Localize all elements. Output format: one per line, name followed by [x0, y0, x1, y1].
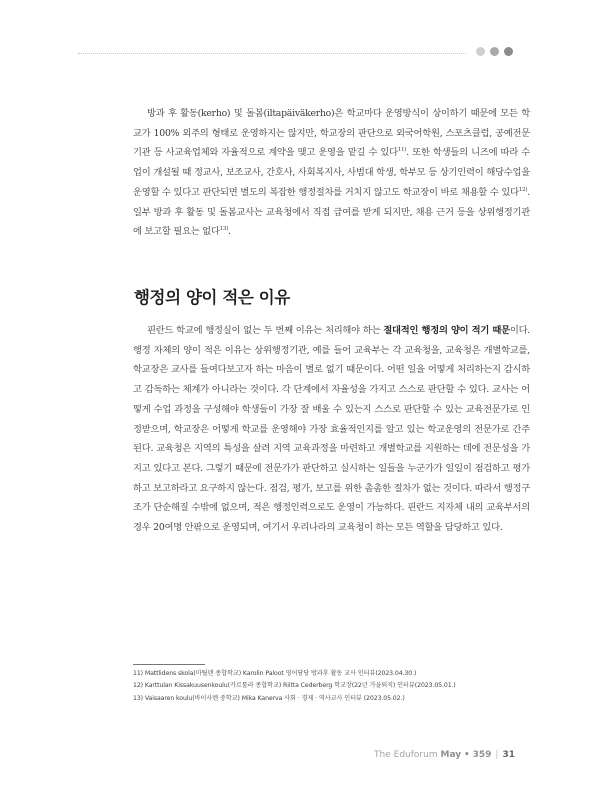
emphasis-text: 절대적인 행정의 양이 적기 때문: [383, 325, 510, 336]
issue-month: May: [440, 750, 462, 760]
footer-divider: |: [495, 750, 499, 760]
footnote-ref-11[interactable]: 11): [397, 147, 407, 154]
footnote-11: 11) Mattlidens skola(마틸덴 종합학교) Karolin Paloot 영어담당 방과후 활동 교사 인터뷰(2023.04.30.): [133, 670, 417, 677]
footnote-divider: [133, 664, 205, 665]
body-paragraph-2: 핀란드 학교에 행정실이 없는 두 번째 이유는 처리해야 하는 절대적인 행정의 양이 적기 때문이다. 행정 자체의 양이 적은 이유는 상위행정기관, 예를 들어 교육부는 각 교육청을, 교육청은 개별학교를, 학교장은 교사를 들여다보고자 하는 마음이 별로 없기 때문이다. 어떤 일을 어떻게 처리하는지 감시하고 감독하는 체계가 아니라는 것이다. 각 단계에서 자율성을 가지고 스스로 판단할 수 있다. 교사는 어떻게 수업 과정을 구성해야 학생들이 가장 잘 배울 수 있는지 스스로 판단할 수 있는 교육전문가로 인정받으며, 학교장은 어떻게 학교를 운영해야 가장 효율적인지를 알고 있는 학교운영의 전문가로 간주 된다. 교육청은 지역의 특성을 살려 지역 교육과정을 마련하고 개별학교를 지원하는 데에 전문성을 가지고 있다고 본다. 그렇기 때문에 전문가가 판단하고 실시하는 일들을 누군가가 일일이 점검하고 평가하고 보고하라고 요구하지 않는다. 점검, 평가, 보고를 위한 촘촘한 절차가 없는 것이다. 따라서 행정구조가 단순해질 수밖에 없으며, 적은 행정인력으로도 운영이 가능하다. 핀란드 지자체 내의 교육부서의 경우 20여명 안팎으로 운영되며, 여기서 우리나라의 교육청이 하는 모든 역할을 담당하고 있다.: [133, 325, 531, 534]
footnote-ref-12[interactable]: 12): [518, 186, 528, 193]
header-dots: [476, 47, 513, 56]
page-footer: [374, 750, 515, 760]
magazine-name: The Eduforum: [374, 750, 438, 760]
footnote-12: 12) Karttulan Kissakuusenkoulu(카르툴라 종합학교) Riitta Cederberg 학교장(22년 가을퇴직) 인터뷰(2023.05.01.): [133, 682, 456, 690]
page-number: 31: [502, 750, 515, 760]
footnotes: [133, 668, 553, 705]
header-dotted-rule: [78, 53, 466, 54]
header-dot-icon: [504, 47, 513, 56]
body-paragraph-1: 방과 후 활동(kerho) 및 돌봄(iltapäiväkerho)은 학교마다 운영방식이 상이하기 때문에 모든 학교가 100% 외주의 형태로 운영하지는 않지만, 학교장의 판단으로 외국어학원, 스포츠클럽, 공예전문기관 등 사교육업체와 자율적으로 계약을 맺고 운영을 맡길 수 있다$^{11)}$. 또한 학생들의 니즈에 따라 수업이 개설될 때 정교사, 보조교사, 간호사, 사회복지사, 사범대 학생, 학부모 등 상기인력이 해당수업을 운영할 수 있다고 판단되면 별도의 복잡한 행정절차를 거치지 않고도 학교장이 바로 채용할 수 있다$^{12)}$. 일부 방과 후 활동 및 돌봄교사는 교육청에서 직접 급여를 받게 되지만, 채용 근거 등을 상위행정기관에 보고할 필요는 없다$^{13)}$.: [133, 108, 530, 238]
issue-number: 359: [472, 750, 492, 760]
section-heading: 행정의 양이 적은 이유: [134, 288, 290, 307]
footnote-13: 13) Vaisaaren koulu(바이사렌 중학교) Mika Kanerva 사회 · 경제 · 역사교사 인터뷰 (2023.05.02.): [133, 694, 405, 702]
footnote-ref-13[interactable]: 13): [219, 226, 229, 233]
issue-bullet: •: [463, 750, 470, 760]
header-dot-icon: [476, 47, 485, 56]
header-dot-icon: [490, 47, 499, 56]
